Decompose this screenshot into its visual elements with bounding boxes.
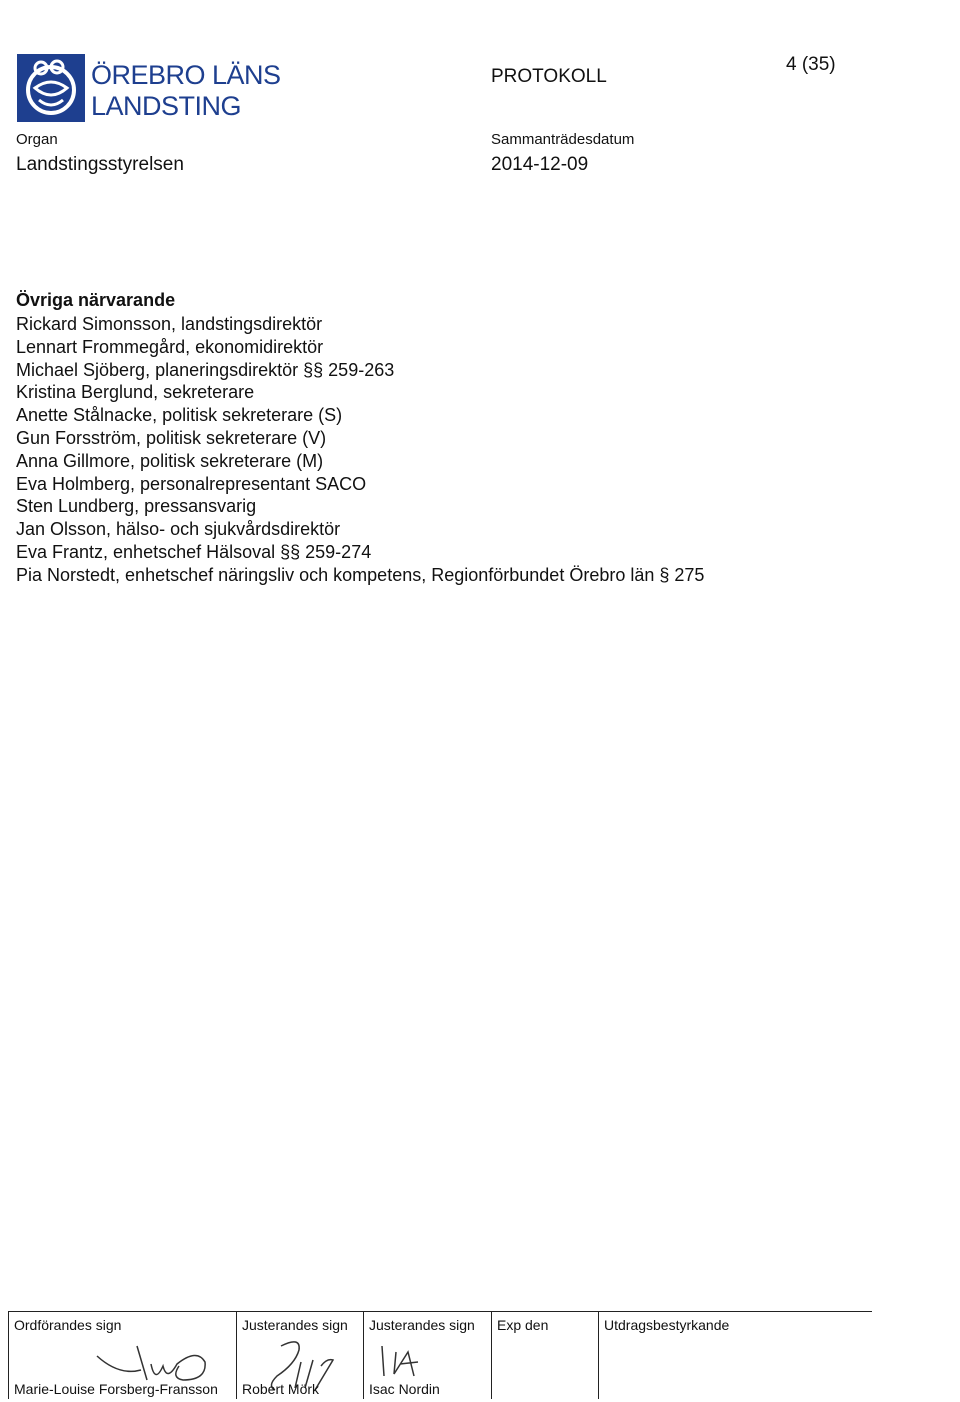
page-number: 4 (35) xyxy=(786,54,836,75)
attendee-item: Michael Sjöberg, planeringsdirektör §§ 259-263 xyxy=(16,359,395,380)
attendee-item: Gun Forsström, politisk sekreterare (V) xyxy=(16,427,327,448)
signature-header: Exp den xyxy=(497,1317,549,1333)
organ-value: Landstingsstyrelsen xyxy=(16,154,184,175)
signature-cell-adjuster-1 xyxy=(236,1312,364,1399)
signature-header: Justerandes sign xyxy=(369,1317,475,1333)
attendee-item: Jan Olsson, hälso- och sjukvårdsdirektör xyxy=(16,519,341,540)
organization-name xyxy=(91,60,281,122)
signatory-name: Marie-Louise Forsberg-Fransson xyxy=(14,1381,218,1397)
signature-header: Utdragsbestyrkande xyxy=(604,1317,730,1333)
meeting-date-label: Sammanträdesdatum xyxy=(491,131,635,148)
signature-cell-adjuster-2 xyxy=(363,1312,492,1399)
handwritten-signature-icon xyxy=(374,1340,434,1380)
attendee-list xyxy=(16,313,704,587)
signatory-name: Isac Nordin xyxy=(369,1381,440,1397)
document-type: PROTOKOLL xyxy=(491,66,607,87)
signature-cell-certification xyxy=(598,1312,873,1399)
signature-header: Ordförandes sign xyxy=(14,1317,122,1333)
signature-cell-chair xyxy=(8,1312,237,1399)
attendee-item: Rickard Simonsson, landstingsdirektör xyxy=(16,314,323,334)
attendee-item: Anna Gillmore, politisk sekreterare (M) xyxy=(16,450,324,471)
signatory-name: Robert Mörk xyxy=(242,1381,320,1397)
organ-label: Organ xyxy=(16,131,58,148)
organization-name-line2: LANDSTING xyxy=(91,91,242,121)
attendee-item: Eva Frantz, enhetschef Hälsoval §§ 259-274 xyxy=(16,541,372,562)
attendee-item: Lennart Frommegård, ekonomidirektör xyxy=(16,336,324,357)
attendee-item: Anette Stålnacke, politisk sekreterare (S) xyxy=(16,405,343,426)
landsting-logo-icon xyxy=(17,54,85,122)
attendee-item: Kristina Berglund, sekreterare xyxy=(16,382,255,403)
section-heading: Övriga närvarande xyxy=(16,290,176,310)
attendee-item: Eva Holmberg, personalrepresentant SACO xyxy=(16,473,367,494)
meeting-date-value: 2014-12-09 xyxy=(491,154,589,175)
organization-name-line1: ÖREBRO LÄNS xyxy=(91,60,281,90)
signature-header: Justerandes sign xyxy=(242,1317,348,1333)
signature-table xyxy=(8,1311,872,1399)
attendee-item: Sten Lundberg, pressansvarig xyxy=(16,496,257,517)
attendee-item: Pia Norstedt, enhetschef näringsliv och kompetens, Regionförbundet Örebro län § 275 xyxy=(16,564,705,585)
signature-cell-exp-date xyxy=(491,1312,599,1399)
